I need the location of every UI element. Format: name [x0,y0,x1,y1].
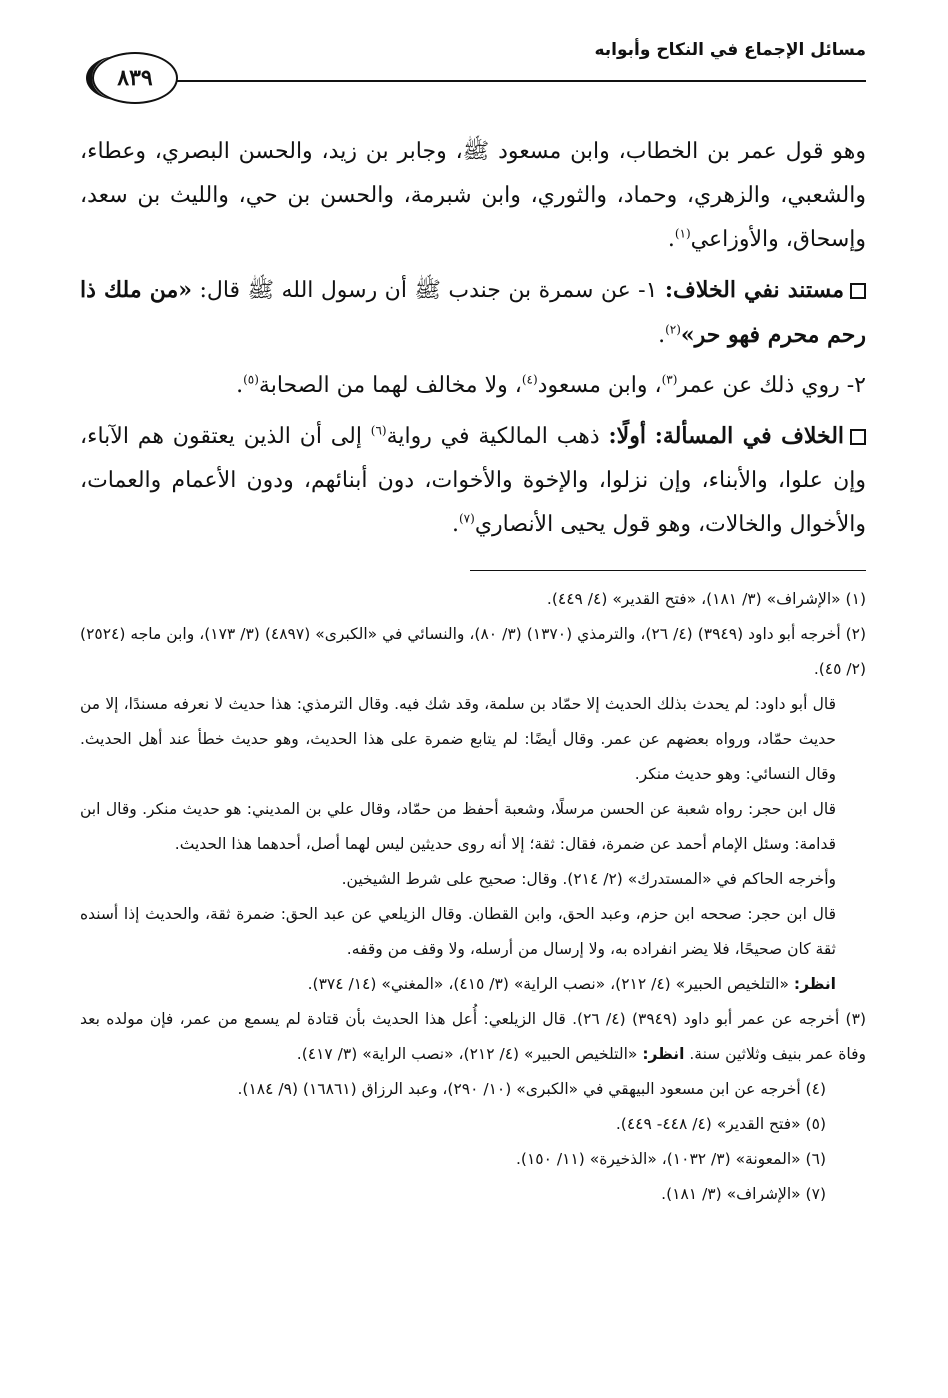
footnotes [80,582,866,1212]
footnote-ref: (٤) [521,372,538,387]
paragraph-evidence-2: ٢- روي ذلك عن عمر$^{(٣)}$، وابن مسعود$^{(٤)}$، ولا مخالف لهما من الصحابة$^{(٥)}$. [236,372,866,398]
running-header-title: مسائل الإجماع في النكاح وأبوابه [594,40,866,60]
footnote-5: (٥) «فتح القدير» (٤/ ٤٤٨- ٤٤٩). [615,1115,826,1133]
paragraph-disagreement: الخلاف في المسألة: أولًا: ذهب المالكية في رواية$^{(٦)}$ إلى أن الذين يعتقون هم الآباء، وإن علوا، والأبناء، وإن نزلوا، والإخوة والأخوات، دون أبنائهم، ودون الأعمام والعمات، والأخوال والخالات، وهو قول يحيى الأنصاري$^{(٧)}$. [80,423,866,537]
section-heading: الخلاف في المسألة: [654,423,845,449]
footnote-6: (٦) «المعونة» (٣/ ١٠٣٢)، «الذخيرة» (١١/ ١٥٠). [516,1150,826,1168]
page-number: ٨٣٩ [117,65,153,91]
footnote-2: (٢) أخرجه أبو داود (٣٩٤٩) (٤/ ٢٦)، والترمذي (١٣٧٠) (٣/ ٨٠)، والنسائي في «الكبرى» (٤٨٩٧) (٣/ ١٧٣)، وابن ماجه (٢٥٢٤) (٢/ ٤٥). [80,625,867,678]
footnote-ref: (١) [674,226,691,241]
square-bullet-icon [850,429,866,445]
footnote-ref: (٧) [458,511,475,526]
footnote-2-comment-b: قال ابن حجر: رواه شعبة عن الحسن مرسلًا، وشعبة أحفظ من حمّاد، وقال علي بن المديني: هو حديث منكر. وقال ابن قدامة: وسئل الإمام أحمد عن ضمرة، فقال: ثقة؛ إلا أنه روى حديثين ليس لهما أصل، أحدهما هذا الحديث. [80,800,836,853]
footnote-2-comment-a: قال أبو داود: لم يحدث بذلك الحديث إلا حمّاد بن سلمة، وقد شك فيه. وقال الترمذي: هذا حديث لا نعرفه مسندًا، إلا من حديث حمّاد، ورواه بعضهم عن عمر. وقال أيضًا: لم يتابع ضمرة على هذا الحديث، وهو حديث خطأ عند أهل الحديث. وقال النسائي: وهو حديث منكر. [80,695,836,783]
footnote-separator [470,570,866,571]
hadith-quote: «من ملك ذا رحم محرم فهو حر» [80,277,866,348]
footnote-1: (١) «الإشراف» (٣/ ١٨١)، «فتح القدير» (٤/ ٤٤٩). [546,590,866,608]
footnote-2-see: انظر: «التلخيص الحبير» (٤/ ٢١٢)، «نصب الراية» (٣/ ٤١٥)، «المغني» (١٤/ ٣٧٤). [307,975,836,993]
paragraph-evidence: مستند نفي الخلاف: ١- عن سمرة بن جندب ﷺ أن رسول الله ﷺ قال: «من ملك ذا رحم محرم فهو حر»$^{(٢)}$. [80,277,866,348]
footnote-ref: (٦) [370,423,387,438]
section-heading: مستند نفي الخلاف: [664,277,844,303]
square-bullet-icon [850,283,866,299]
footnote-2-comment-c: وأخرجه الحاكم في «المستدرك» (٢/ ٢١٤). وقال: صحيح على شرط الشيخين. [341,870,836,888]
footnote-2-comment-d: قال ابن حجر: صححه ابن حزم، وعبد الحق، وابن القطان. وقال الزيلعي عن عبد الحق: ضمرة ثقة، والحديث إذا أسنده ثقة كان صحيحًا، فلا يضر انفراده به، ولا إرسال من أرسله، ولا وقف من وقفه. [80,905,836,958]
footnote-ref: (٥) [243,372,259,387]
footnote-3: (٣) أخرجه عن عمر أبو داود (٣٩٤٩) (٤/ ٢٦). قال الزيلعي: أُعل هذا الحديث بأن قتادة لم يسمع من عمر، فإن مولده بعد وفاة عمر بنيف وثلاثين سنة. انظر: «التلخيص الحبير» (٤/ ٢١٢)، «نصب الراية» (٣/ ٤١٧). [80,1010,866,1063]
header-rule [118,80,866,82]
footnote-4: (٤) أخرجه عن ابن مسعود البيهقي في «الكبرى» (١٠/ ٢٩٠)، وعبد الرزاق (١٦٨٦١) (٩/ ١٨٤). [237,1080,826,1098]
footnote-ref: (٢) [665,322,681,337]
page-number-oval [92,52,178,104]
main-text [80,130,866,547]
footnote-ref: (٣) [661,372,678,387]
footnote-7: (٧) «الإشراف» (٣/ ١٨١). [661,1185,826,1203]
paragraph-1: وهو قول عمر بن الخطاب، وابن مسعود ﷺ، وجابر بن زيد، والحسن البصري، وعطاء، والشعبي، والزهري، وحماد، والثوري، وابن شبرمة، والحسن بن حي، والليث بن سعد، وإسحاق، والأوزاعي$^{(١)}$. [80,139,866,252]
